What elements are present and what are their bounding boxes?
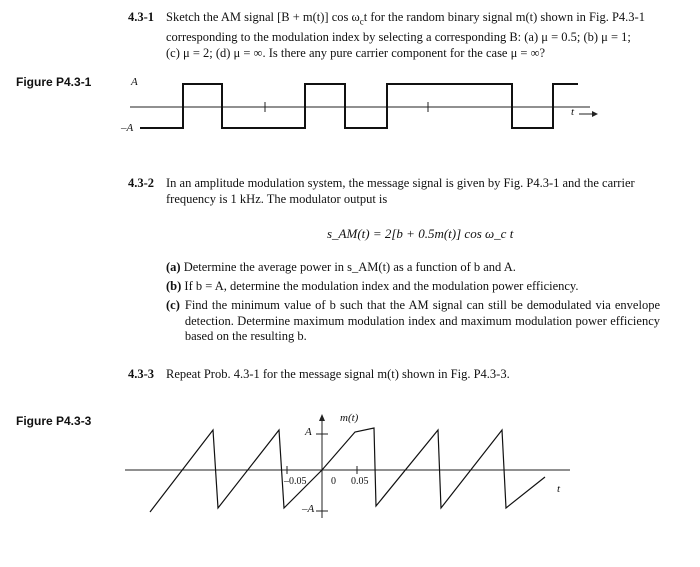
fig3-sawtooth-signal bbox=[150, 428, 545, 512]
equation-sam: s_AM(t) = 2[b + 0.5m(t)] cos ω_c t bbox=[327, 226, 514, 241]
fig3-label-tick-pos: 0.05 bbox=[351, 476, 369, 487]
line1-b: t for the random binary signal m(t) shown in Fig. P4.3-1 bbox=[363, 10, 645, 24]
fig1-t-arrowhead bbox=[592, 111, 598, 117]
fig3-label-t: t bbox=[557, 483, 561, 495]
fig3-vertical-arrowhead bbox=[319, 414, 325, 421]
part-b-label: (b) bbox=[166, 279, 182, 293]
problem-text-4-3-1 bbox=[166, 10, 662, 61]
problem-number-4-3-2: 4.3-2 bbox=[128, 176, 155, 190]
problem-number-4-3-1: 4.3-1 bbox=[128, 10, 155, 24]
line1-sub: c bbox=[359, 16, 364, 27]
part-a-label: (a) bbox=[166, 260, 181, 274]
problem-4-3-2-line2: frequency is 1 kHz. The modulator output is bbox=[166, 191, 388, 206]
problem-text-4-3-3: Repeat Prob. 4.3-1 for the message signal m(t) shown in Fig. P4.3-3. bbox=[166, 367, 510, 381]
problem-number-4-3-3: 4.3-3 bbox=[128, 367, 155, 381]
part-b-text: If b = A, determine the modulation index and the modulation power efficiency. bbox=[184, 279, 579, 293]
fig1-label-t: t bbox=[571, 106, 575, 118]
fig1-binary-signal bbox=[140, 84, 578, 128]
figure-caption-p4-3-1: Figure P4.3-1 bbox=[16, 75, 92, 89]
problem-4-3-1-line3: (c) μ = 2; (d) μ = ∞. Is there any pure carrier component for the case μ = ∞? bbox=[166, 45, 546, 60]
problem-4-3-1-line2: corresponding to the modulation index by selecting a corresponding B: (a) μ = 0.5; (b) μ = 1; bbox=[166, 30, 631, 44]
problem-4-3-1-line1 bbox=[166, 10, 662, 30]
part-c-label: (c) bbox=[166, 298, 180, 312]
part-a bbox=[166, 260, 660, 276]
line1-a: Sketch the AM signal [B + m(t)] cos ω bbox=[166, 10, 360, 24]
fig3-label-A: A bbox=[305, 426, 312, 438]
fig1-label-minus-A: –A bbox=[121, 122, 134, 134]
part-c bbox=[166, 298, 660, 345]
fig3-label-minus-A: –A bbox=[302, 503, 315, 515]
fig3-label-mt: m(t) bbox=[340, 412, 359, 424]
problem-text-4-3-2 bbox=[166, 176, 660, 207]
part-c-text: Find the minimum value of b such that the AM signal can still be demodulated via envelope detection. Determine maximum modulation index and maximum modulation power efficiency based on the resulting b. bbox=[184, 298, 660, 343]
fig1-label-A: A bbox=[131, 76, 138, 88]
part-b bbox=[166, 279, 660, 295]
fig3-label-tick-zero: 0 bbox=[331, 476, 336, 487]
problem-4-3-2-line1: In an amplitude modulation system, the message signal is given by Fig. P4.3-1 and the carrier bbox=[166, 176, 635, 190]
part-a-text: Determine the average power in s_AM(t) as a function of b and A. bbox=[183, 260, 516, 274]
figure-caption-p4-3-3: Figure P4.3-3 bbox=[16, 414, 92, 428]
fig3-label-tick-neg: –0.05 bbox=[284, 476, 307, 487]
